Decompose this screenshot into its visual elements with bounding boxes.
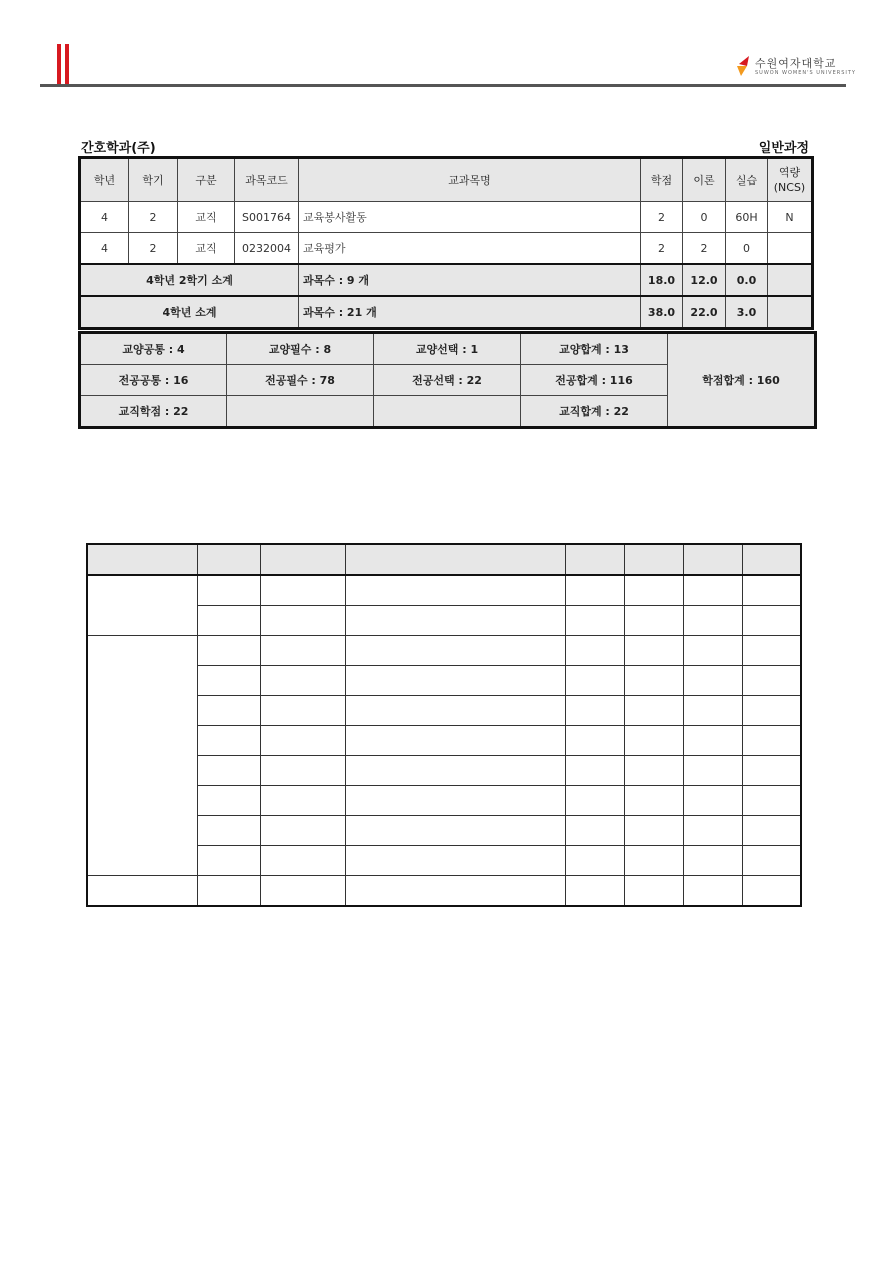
cell-credit: 2 xyxy=(641,233,683,265)
grid-cell xyxy=(197,696,260,726)
grid-cell xyxy=(197,544,260,575)
credit-summary-table xyxy=(78,331,817,429)
summary-liberal-elective: 교양선택 : 1 xyxy=(374,333,521,365)
col-header-credit: 학점 xyxy=(641,158,683,202)
grid-cell xyxy=(197,636,260,666)
page-header xyxy=(0,0,893,90)
grid-cell xyxy=(624,544,683,575)
grid-cell xyxy=(87,876,197,907)
col-header-ncs: 역량 (NCS) xyxy=(768,158,813,202)
subtotal-credit: 18.0 xyxy=(641,264,683,296)
curriculum-header-row xyxy=(80,158,813,202)
grid-cell xyxy=(742,696,801,726)
grid-cell xyxy=(197,786,260,816)
grid-cell xyxy=(345,636,565,666)
grid-cell xyxy=(565,756,624,786)
summary-empty-cell xyxy=(374,396,521,428)
cell-code: S001764 xyxy=(235,202,299,233)
grid-cell xyxy=(742,816,801,846)
grid-cell xyxy=(742,876,801,907)
subtotal-label: 4학년 소계 xyxy=(80,296,299,329)
grid-cell xyxy=(345,544,565,575)
grid-cell xyxy=(197,666,260,696)
grid-cell xyxy=(565,606,624,636)
grid-cell xyxy=(197,606,260,636)
grid-cell xyxy=(345,666,565,696)
grid-cell xyxy=(345,575,565,606)
cell-year: 4 xyxy=(80,233,129,265)
grid-cell xyxy=(565,726,624,756)
semester-subtotal-row xyxy=(80,264,813,296)
cell-course-name: 교육평가 xyxy=(299,233,641,265)
summary-liberal-common: 교양공통 : 4 xyxy=(80,333,227,365)
logo-subtitle: SUWON WOMEN'S UNIVERSITY xyxy=(755,70,856,76)
subtotal-label: 4학년 2학기 소계 xyxy=(80,264,299,296)
grid-cell xyxy=(683,575,742,606)
grid-cell xyxy=(624,666,683,696)
col-header-practice: 실습 xyxy=(726,158,768,202)
grid-cell xyxy=(197,816,260,846)
grid-cell xyxy=(683,816,742,846)
summary-teaching-total: 교직합계 : 22 xyxy=(521,396,668,428)
subtotal-course-count: 과목수 : 9 개 xyxy=(299,264,641,296)
summary-empty-cell xyxy=(227,396,374,428)
grid-cell xyxy=(260,606,345,636)
grid-cell xyxy=(624,786,683,816)
cell-theory: 2 xyxy=(683,233,726,265)
grid-cell xyxy=(345,786,565,816)
summary-major-total: 전공합계 : 116 xyxy=(521,365,668,396)
grid-cell xyxy=(683,726,742,756)
grid-cell xyxy=(742,666,801,696)
col-header-category: 구분 xyxy=(178,158,235,202)
grid-cell xyxy=(624,606,683,636)
summary-grand-total: 학점합계 : 160 xyxy=(668,333,816,428)
cell-theory: 0 xyxy=(683,202,726,233)
grid-cell xyxy=(197,756,260,786)
grid-cell xyxy=(87,544,197,575)
summary-row-liberal xyxy=(80,333,816,365)
grid-cell xyxy=(565,544,624,575)
cell-semester: 2 xyxy=(129,202,178,233)
grid-cell xyxy=(260,696,345,726)
subtotal-practice: 3.0 xyxy=(726,296,768,329)
grid-cell xyxy=(197,726,260,756)
col-header-course-name: 교과목명 xyxy=(299,158,641,202)
grid-cell xyxy=(683,696,742,726)
grid-cell xyxy=(260,816,345,846)
subtotal-credit: 38.0 xyxy=(641,296,683,329)
grid-cell xyxy=(624,696,683,726)
subtotal-theory: 22.0 xyxy=(683,296,726,329)
col-header-year: 학년 xyxy=(80,158,129,202)
grid-cell xyxy=(683,846,742,876)
grid-cell xyxy=(742,726,801,756)
grid-cell xyxy=(565,876,624,907)
grid-row xyxy=(87,876,801,907)
grid-cell xyxy=(624,816,683,846)
grid-cell xyxy=(345,756,565,786)
course-type-label: 일반과정 xyxy=(758,141,809,156)
cell-practice: 0 xyxy=(726,233,768,265)
cell-category: 교직 xyxy=(178,202,235,233)
grid-cell xyxy=(260,756,345,786)
table-row xyxy=(80,233,813,265)
cell-code: 0232004 xyxy=(235,233,299,265)
col-header-semester: 학기 xyxy=(129,158,178,202)
cell-course-name: 교육봉사활동 xyxy=(299,202,641,233)
grid-cell xyxy=(565,816,624,846)
grid-cell xyxy=(197,846,260,876)
grid-cell xyxy=(260,544,345,575)
cell-ncs xyxy=(768,233,813,265)
grid-cell xyxy=(624,756,683,786)
summary-liberal-total: 교양합계 : 13 xyxy=(521,333,668,365)
grid-cell xyxy=(742,544,801,575)
grid-cell xyxy=(742,606,801,636)
cell-practice: 60H xyxy=(726,202,768,233)
grid-cell xyxy=(565,846,624,876)
cell-semester: 2 xyxy=(129,233,178,265)
grid-cell xyxy=(260,575,345,606)
university-logo xyxy=(737,54,856,80)
grid-group-cell xyxy=(87,636,197,876)
subtotal-theory: 12.0 xyxy=(683,264,726,296)
grid-group-cell xyxy=(87,575,197,636)
grid-cell xyxy=(260,726,345,756)
grid-row xyxy=(87,575,801,606)
curriculum-table xyxy=(78,156,814,330)
header-accent-bar xyxy=(65,44,69,84)
grid-cell xyxy=(624,636,683,666)
grid-cell xyxy=(345,726,565,756)
department-title: 간호학과(주) xyxy=(81,141,156,156)
grid-cell xyxy=(742,846,801,876)
col-header-theory: 이론 xyxy=(683,158,726,202)
table-row xyxy=(80,202,813,233)
grid-cell xyxy=(683,544,742,575)
grid-cell xyxy=(260,666,345,696)
grid-cell xyxy=(565,575,624,606)
subtotal-course-count: 과목수 : 21 개 xyxy=(299,296,641,329)
blank-grid-table xyxy=(86,543,802,907)
header-accent-bar xyxy=(57,44,61,84)
grid-cell xyxy=(683,756,742,786)
grid-cell xyxy=(345,846,565,876)
grid-cell xyxy=(197,575,260,606)
grid-cell xyxy=(565,666,624,696)
subtotal-ncs xyxy=(768,264,813,296)
cell-ncs: N xyxy=(768,202,813,233)
grid-cell xyxy=(742,756,801,786)
grid-cell xyxy=(260,876,345,907)
summary-major-elective: 전공선택 : 22 xyxy=(374,365,521,396)
grid-cell xyxy=(683,606,742,636)
grid-cell xyxy=(345,606,565,636)
grid-cell xyxy=(742,575,801,606)
cell-credit: 2 xyxy=(641,202,683,233)
grid-cell xyxy=(624,726,683,756)
grid-cell xyxy=(624,846,683,876)
grid-cell xyxy=(260,786,345,816)
year-subtotal-row xyxy=(80,296,813,329)
summary-teaching-credit: 교직학점 : 22 xyxy=(80,396,227,428)
summary-major-required: 전공필수 : 78 xyxy=(227,365,374,396)
grid-cell xyxy=(565,696,624,726)
grid-cell xyxy=(683,666,742,696)
cell-year: 4 xyxy=(80,202,129,233)
grid-cell xyxy=(565,786,624,816)
grid-cell xyxy=(624,876,683,907)
grid-cell xyxy=(260,636,345,666)
grid-cell xyxy=(742,786,801,816)
grid-row xyxy=(87,636,801,666)
cell-category: 교직 xyxy=(178,233,235,265)
header-rule xyxy=(40,84,846,87)
subtotal-practice: 0.0 xyxy=(726,264,768,296)
university-emblem-icon xyxy=(737,54,753,78)
grid-cell xyxy=(345,696,565,726)
col-header-code: 과목코드 xyxy=(235,158,299,202)
grid-header-row xyxy=(87,544,801,575)
grid-cell xyxy=(683,876,742,907)
grid-cell xyxy=(197,876,260,907)
subtotal-ncs xyxy=(768,296,813,329)
grid-cell xyxy=(565,636,624,666)
grid-cell xyxy=(742,636,801,666)
summary-major-common: 전공공통 : 16 xyxy=(80,365,227,396)
logo-name: 수원여자대학교 xyxy=(755,57,837,70)
grid-cell xyxy=(345,816,565,846)
grid-cell xyxy=(683,786,742,816)
grid-cell xyxy=(260,846,345,876)
grid-cell xyxy=(683,636,742,666)
grid-cell xyxy=(345,876,565,907)
summary-liberal-required: 교양필수 : 8 xyxy=(227,333,374,365)
grid-cell xyxy=(624,575,683,606)
